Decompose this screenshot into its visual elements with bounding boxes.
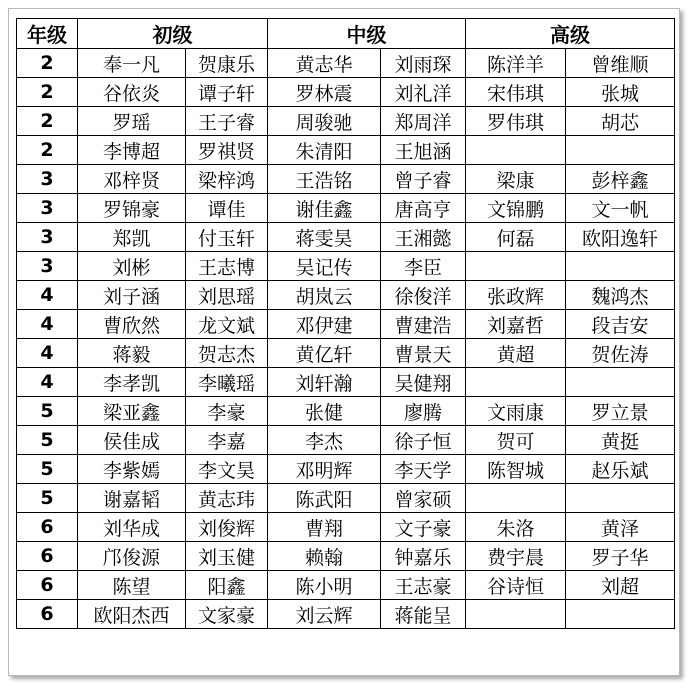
grade-cell: 5: [17, 397, 78, 426]
table-row: [17, 310, 675, 339]
name-cell: [466, 136, 566, 165]
name-cell: 李紫嫣: [78, 455, 186, 484]
name-cell: 曹欣然: [78, 310, 186, 339]
name-cell: 罗立景: [566, 397, 675, 426]
name-cell: 黄挺: [566, 426, 675, 455]
name-cell: 龙文斌: [186, 310, 268, 339]
name-cell: 梁康: [466, 165, 566, 194]
name-cell: 梁梓鸿: [186, 165, 268, 194]
name-cell: 罗林震: [268, 78, 381, 107]
table-row: [17, 252, 675, 281]
name-cell: 王子睿: [186, 107, 268, 136]
table-row: [17, 49, 675, 78]
table-row: [17, 165, 675, 194]
table-row: [17, 600, 675, 629]
table-row: [17, 78, 675, 107]
name-cell: 王旭涵: [381, 136, 466, 165]
name-cell: 吴记传: [268, 252, 381, 281]
name-cell: 朱清阳: [268, 136, 381, 165]
name-cell: 费宇晨: [466, 542, 566, 571]
name-cell: 李曦瑶: [186, 368, 268, 397]
name-cell: 蒋雯昊: [268, 223, 381, 252]
name-cell: [566, 368, 675, 397]
name-cell: 宋伟琪: [466, 78, 566, 107]
table-row: [17, 513, 675, 542]
name-cell: [466, 484, 566, 513]
name-cell: 奉一凡: [78, 49, 186, 78]
name-cell: 刘云辉: [268, 600, 381, 629]
name-cell: [566, 252, 675, 281]
grade-cell: 6: [17, 513, 78, 542]
name-cell: 邝俊源: [78, 542, 186, 571]
table-row: [17, 397, 675, 426]
table-row: [17, 223, 675, 252]
student-level-table: [16, 18, 675, 629]
name-cell: 谢佳鑫: [268, 194, 381, 223]
name-cell: 郑凯: [78, 223, 186, 252]
header-junior: 初级: [78, 19, 268, 49]
name-cell: 李嘉: [186, 426, 268, 455]
table-row: [17, 542, 675, 571]
grade-cell: 2: [17, 49, 78, 78]
name-cell: 刘玉健: [186, 542, 268, 571]
name-cell: 刘嘉哲: [466, 310, 566, 339]
name-cell: 胡芯: [566, 107, 675, 136]
name-cell: 梁亚鑫: [78, 397, 186, 426]
name-cell: 张政辉: [466, 281, 566, 310]
name-cell: 李杰: [268, 426, 381, 455]
name-cell: 胡岚云: [268, 281, 381, 310]
table-row: [17, 339, 675, 368]
grade-cell: 6: [17, 542, 78, 571]
name-cell: [566, 484, 675, 513]
name-cell: 段吉安: [566, 310, 675, 339]
name-cell: 赖翰: [268, 542, 381, 571]
grade-cell: 2: [17, 78, 78, 107]
table-row: [17, 281, 675, 310]
name-cell: 罗锦豪: [78, 194, 186, 223]
name-cell: 文家豪: [186, 600, 268, 629]
grade-cell: 4: [17, 339, 78, 368]
grade-cell: 4: [17, 281, 78, 310]
name-cell: [466, 252, 566, 281]
name-cell: 曹景天: [381, 339, 466, 368]
name-cell: 张健: [268, 397, 381, 426]
name-cell: 陈望: [78, 571, 186, 600]
grade-cell: 2: [17, 107, 78, 136]
table-row: [17, 455, 675, 484]
name-cell: 阳鑫: [186, 571, 268, 600]
name-cell: [566, 600, 675, 629]
name-cell: 曹翔: [268, 513, 381, 542]
name-cell: 刘思瑶: [186, 281, 268, 310]
table-row: [17, 107, 675, 136]
name-cell: 侯佳成: [78, 426, 186, 455]
name-cell: 李文昊: [186, 455, 268, 484]
name-cell: 欧阳逸轩: [566, 223, 675, 252]
name-cell: 曾维顺: [566, 49, 675, 78]
grade-cell: 3: [17, 223, 78, 252]
name-cell: 蒋毅: [78, 339, 186, 368]
name-cell: 罗祺贤: [186, 136, 268, 165]
name-cell: 李孝凯: [78, 368, 186, 397]
name-cell: 刘华成: [78, 513, 186, 542]
grade-cell: 4: [17, 368, 78, 397]
name-cell: 陈洋羊: [466, 49, 566, 78]
name-cell: 罗瑶: [78, 107, 186, 136]
name-cell: 谢嘉韬: [78, 484, 186, 513]
grade-cell: 6: [17, 571, 78, 600]
name-cell: 欧阳杰西: [78, 600, 186, 629]
name-cell: 刘子涵: [78, 281, 186, 310]
name-cell: [566, 136, 675, 165]
name-cell: 廖腾: [381, 397, 466, 426]
name-cell: 刘俊辉: [186, 513, 268, 542]
name-cell: 李臣: [381, 252, 466, 281]
name-cell: 吴健翔: [381, 368, 466, 397]
name-cell: 唐高亨: [381, 194, 466, 223]
grade-cell: 3: [17, 194, 78, 223]
name-cell: 黄泽: [566, 513, 675, 542]
name-cell: 李豪: [186, 397, 268, 426]
name-cell: 文锦鹏: [466, 194, 566, 223]
name-cell: 文一帆: [566, 194, 675, 223]
name-cell: 曾子睿: [381, 165, 466, 194]
name-cell: 谷依炎: [78, 78, 186, 107]
header-row: [17, 19, 675, 49]
name-cell: 李博超: [78, 136, 186, 165]
name-cell: 刘超: [566, 571, 675, 600]
name-cell: 文雨康: [466, 397, 566, 426]
name-cell: 赵乐斌: [566, 455, 675, 484]
grade-cell: 4: [17, 310, 78, 339]
name-cell: 陈武阳: [268, 484, 381, 513]
name-cell: [466, 600, 566, 629]
name-cell: 徐子恒: [381, 426, 466, 455]
name-cell: 谭子轩: [186, 78, 268, 107]
name-cell: 徐俊洋: [381, 281, 466, 310]
name-cell: 陈小明: [268, 571, 381, 600]
name-cell: 何磊: [466, 223, 566, 252]
header-middle: 中级: [268, 19, 466, 49]
name-cell: 刘轩瀚: [268, 368, 381, 397]
name-cell: 黄志玮: [186, 484, 268, 513]
name-cell: 罗伟琪: [466, 107, 566, 136]
name-cell: 罗子华: [566, 542, 675, 571]
table-row: [17, 368, 675, 397]
header-senior: 高级: [466, 19, 675, 49]
name-cell: 魏鸿杰: [566, 281, 675, 310]
name-cell: 王浩铭: [268, 165, 381, 194]
name-cell: 贺可: [466, 426, 566, 455]
name-cell: 文子豪: [381, 513, 466, 542]
name-cell: 谷诗恒: [466, 571, 566, 600]
table-row: [17, 136, 675, 165]
name-cell: 朱洛: [466, 513, 566, 542]
name-cell: 王志博: [186, 252, 268, 281]
name-cell: 郑周洋: [381, 107, 466, 136]
name-cell: 贺志杰: [186, 339, 268, 368]
name-cell: 贺佐涛: [566, 339, 675, 368]
table-row: [17, 571, 675, 600]
header-grade: 年级: [17, 19, 78, 49]
name-cell: 曾家硕: [381, 484, 466, 513]
name-cell: 黄亿轩: [268, 339, 381, 368]
name-cell: 周骏驰: [268, 107, 381, 136]
name-cell: 邓明辉: [268, 455, 381, 484]
grade-cell: 5: [17, 484, 78, 513]
name-cell: [466, 368, 566, 397]
name-cell: 钟嘉乐: [381, 542, 466, 571]
table-row: [17, 426, 675, 455]
table-row: [17, 484, 675, 513]
name-cell: 贺康乐: [186, 49, 268, 78]
grade-cell: 6: [17, 600, 78, 629]
name-cell: 刘雨琛: [381, 49, 466, 78]
table-body: [17, 49, 675, 629]
name-cell: 彭梓鑫: [566, 165, 675, 194]
name-cell: 王湘懿: [381, 223, 466, 252]
grade-cell: 3: [17, 252, 78, 281]
name-cell: 曹建浩: [381, 310, 466, 339]
grade-cell: 2: [17, 136, 78, 165]
grade-cell: 3: [17, 165, 78, 194]
name-cell: 陈智城: [466, 455, 566, 484]
grade-cell: 5: [17, 426, 78, 455]
name-cell: 邓伊建: [268, 310, 381, 339]
name-cell: 蒋能呈: [381, 600, 466, 629]
name-cell: 李天学: [381, 455, 466, 484]
name-cell: 张城: [566, 78, 675, 107]
name-cell: 谭佳: [186, 194, 268, 223]
name-cell: 黄志华: [268, 49, 381, 78]
name-cell: 王志豪: [381, 571, 466, 600]
name-cell: 付玉轩: [186, 223, 268, 252]
name-cell: 刘礼洋: [381, 78, 466, 107]
name-cell: 邓梓贤: [78, 165, 186, 194]
document-frame: [8, 8, 680, 676]
name-cell: 黄超: [466, 339, 566, 368]
name-cell: 刘彬: [78, 252, 186, 281]
table-row: [17, 194, 675, 223]
grade-cell: 5: [17, 455, 78, 484]
